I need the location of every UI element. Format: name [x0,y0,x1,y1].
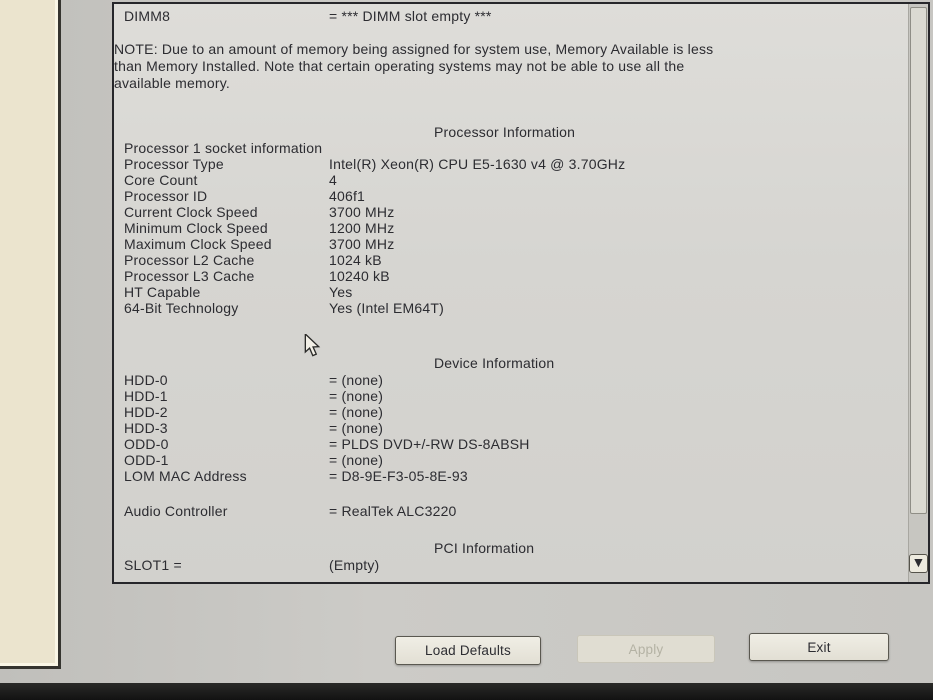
table-row [114,284,906,300]
row-value: = D8-9E-F3-05-8E-93 [329,468,468,484]
table-row [114,236,906,252]
table-row [114,388,906,404]
row-label: Processor 1 socket information [124,140,323,156]
row-label: HT Capable [124,284,201,300]
row-label: Maximum Clock Speed [124,236,272,252]
table-row [114,268,906,284]
row-label: Audio Controller [124,503,228,519]
table-row [114,8,906,24]
table-row [114,420,906,436]
mouse-cursor-icon [303,334,321,358]
row-value: = (none) [329,372,384,388]
table-row [114,156,906,172]
row-label: DIMM8 [124,8,171,24]
audio-controller-row-group [114,503,906,519]
row-value: = RealTek ALC3220 [329,503,457,519]
row-value: = PLDS DVD+/-RW DS-8ABSH [329,436,530,452]
row-value: 10240 kB [329,268,390,284]
device-info-rows [114,372,906,484]
exit-button[interactable]: Exit [749,633,889,661]
memory-note [114,41,906,92]
row-value: 3700 MHz [329,236,395,252]
table-row [114,252,906,268]
note-line: than Memory Installed. Note that certain operating systems may not be able to use all the [114,58,685,74]
row-label: Core Count [124,172,198,188]
scroll-down-button[interactable] [909,554,928,573]
row-value: 1024 kB [329,252,382,268]
scrollbar[interactable] [908,4,928,582]
row-value: = (none) [329,404,384,420]
chevron-down-icon: ▼ [911,554,926,570]
monitor-bezel [0,683,933,700]
row-label: HDD-3 [124,420,168,436]
row-value: (Empty) [329,557,380,573]
table-row [114,300,906,316]
system-information-panel [112,2,930,584]
row-label: Minimum Clock Speed [124,220,268,236]
pci-info-rows [114,557,906,573]
table-row [114,468,906,484]
table-row [114,436,906,452]
table-row [114,172,906,188]
table-row [114,452,906,468]
processor-info-rows [114,140,906,316]
row-label: ODD-1 [124,452,169,468]
apply-button[interactable]: Apply [577,635,715,663]
scrollbar-thumb[interactable] [910,7,927,514]
dimm-row-group [114,8,906,24]
row-value: = (none) [329,452,384,468]
row-value: = *** DIMM slot empty *** [329,8,492,24]
row-value: = (none) [329,420,384,436]
row-label: Current Clock Speed [124,204,258,220]
row-label: Processor Type [124,156,224,172]
row-value: = (none) [329,388,384,404]
row-label: Processor ID [124,188,208,204]
row-value: 4 [329,172,337,188]
table-row [114,188,906,204]
row-label: Processor L2 Cache [124,252,255,268]
table-row [114,404,906,420]
row-value: Yes [329,284,353,300]
row-value: 1200 MHz [329,220,395,236]
table-row [114,140,906,156]
settings-left-pane [0,0,61,669]
note-line: NOTE: Due to an amount of memory being assigned for system use, Memory Available is less [114,41,714,57]
table-row [114,220,906,236]
row-label: 64-Bit Technology [124,300,239,316]
row-label: HDD-0 [124,372,168,388]
table-row [114,503,906,519]
table-row [114,204,906,220]
note-line: available memory. [114,75,230,91]
row-value: Yes (Intel EM64T) [329,300,444,316]
row-label: SLOT1 = [124,557,182,573]
load-defaults-button[interactable]: Load Defaults [395,636,541,665]
row-label: Processor L3 Cache [124,268,255,284]
row-label: HDD-2 [124,404,168,420]
row-label: HDD-1 [124,388,168,404]
table-row [114,372,906,388]
row-label: LOM MAC Address [124,468,247,484]
row-value: 406f1 [329,188,366,204]
section-header-device: Device Information [434,355,555,371]
row-label: ODD-0 [124,436,169,452]
table-row [114,557,906,573]
section-header-processor: Processor Information [434,124,576,140]
row-value: Intel(R) Xeon(R) CPU E5-1630 v4 @ 3.70GHz [329,156,626,172]
section-header-pci: PCI Information [434,540,535,556]
row-value: 3700 MHz [329,204,395,220]
